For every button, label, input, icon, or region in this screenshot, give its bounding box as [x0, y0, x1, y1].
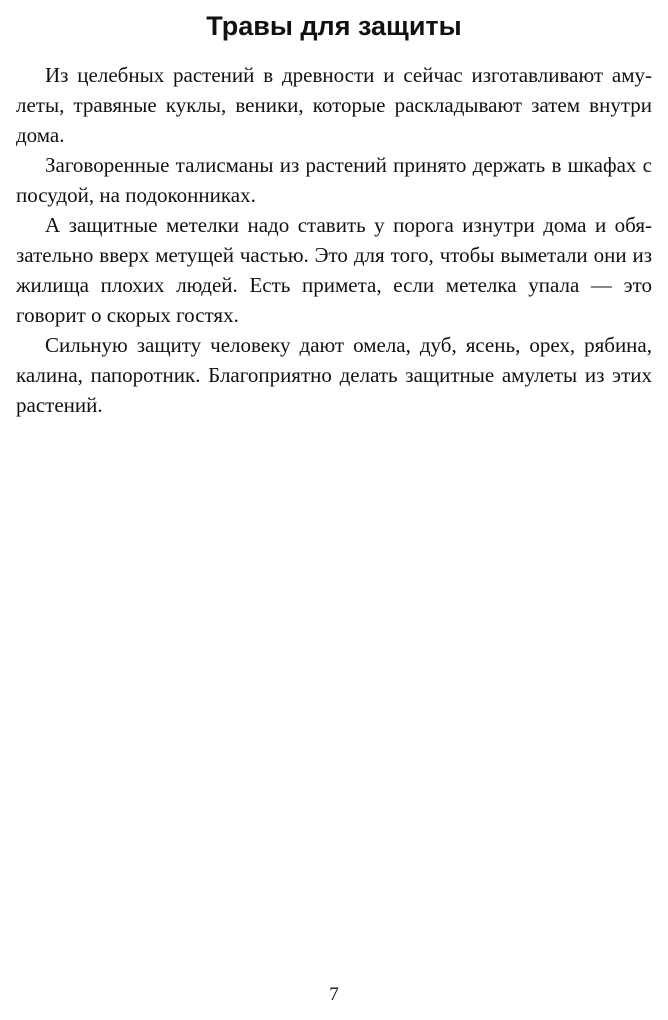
- page-title: Травы для защиты: [206, 11, 462, 41]
- body-text: [16, 60, 652, 420]
- paragraph-4: Сильную защиту человеку дают омела, дуб, ясень, орех, рябина, калина, папоротник. Благоприятно делать защитные амулеты из этих растений.: [16, 333, 652, 417]
- paragraph-1: Из целебных растений в древности и сейчас изготавливают амулеты, травяные куклы, веники, которые раскладывают затем внутри дома.: [16, 63, 652, 147]
- paragraph-2: Заговоренные талисманы из растений принято держать в шкафах с посудой, на подоконниках.: [16, 153, 652, 207]
- paragraph-3: А защитные метелки надо ставить у порога изнутри дома и обязательно вверх метущей частью. Это для того, чтобы выметали они из жилища плохих людей. Есть примета, если метелка упала — это говорит о скорых гостях.: [16, 213, 652, 327]
- page-number: 7: [329, 984, 339, 1005]
